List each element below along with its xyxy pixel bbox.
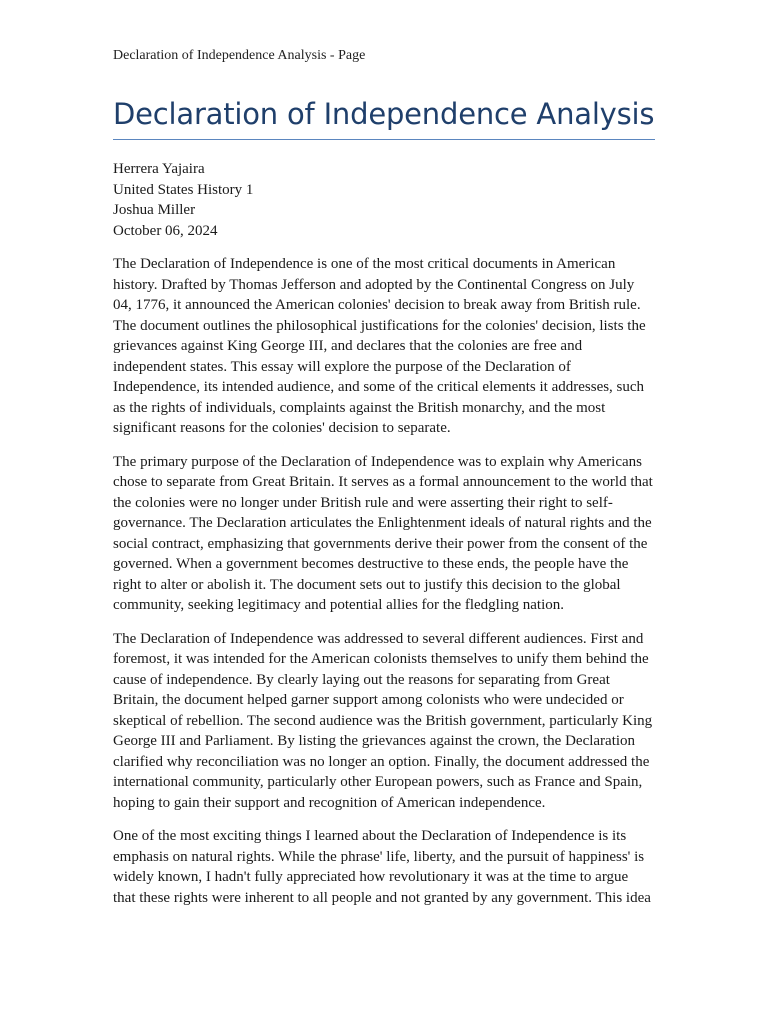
paragraph-line: grievances against King George III, and declares that the colonies are free and — [113, 338, 583, 354]
paragraph-line: The document outlines the philosophical justifications for the colonies' decision, lists the — [113, 317, 646, 334]
document-body — [113, 254, 656, 921]
paragraph-line: Britain, the document helped garner support among colonists who were undecided or — [113, 692, 624, 708]
paragraph-line: international community, particularly other European powers, such as France and Spain, — [113, 774, 643, 790]
paragraph-line: governance. The Declaration articulates the Enlightenment ideals of natural rights and the — [113, 515, 652, 531]
paragraph-line: George III and Parliament. By listing the grievances against the crown, the Declaration — [113, 733, 636, 749]
title-divider — [113, 139, 655, 140]
paragraph-line: governed. When a government becomes destructive to these ends, the people have the — [113, 556, 629, 572]
body-paragraph — [113, 826, 656, 908]
body-paragraph — [113, 452, 656, 616]
paragraph-line: right to alter or abolish it. The document sets out to justify this decision to the global — [113, 576, 621, 593]
document-meta — [113, 159, 253, 241]
paragraph-line: One of the most exciting things I learned about the Declaration of Independence is its — [113, 828, 627, 844]
paragraph-line: the colonies were no longer under British rule and were asserting their right to self- — [113, 494, 613, 511]
paragraph-line: as the rights of individuals, complaints against the British monarchy, and the most — [113, 399, 606, 416]
paragraph-line: that these rights were inherent to all people and not granted by any government. This idea — [113, 889, 651, 906]
paragraph-line: clarified why reconciliation was no longer an option. Finally, the document addressed the — [113, 753, 650, 770]
paragraph-line: Independence, its intended audience, and some of the critical elements it addresses, such — [113, 379, 645, 395]
paragraph-line: hoping to gain their support and recognition of American independence. — [113, 794, 546, 811]
paragraph-line: 04, 1776, it announced the American colonies' decision to break away from British rule. — [113, 297, 641, 313]
paragraph-line: The primary purpose of the Declaration of Independence was to explain why Americans — [113, 453, 642, 470]
body-paragraph — [113, 629, 656, 814]
paragraph-line: social contract, emphasizing that governments derive their power from the consent of the — [113, 535, 648, 552]
course-name: United States History 1 — [113, 181, 254, 198]
paragraph-line: significant reasons for the colonies' decision to separate. — [113, 420, 451, 436]
document-title: Declaration of Independence Analysis — [113, 97, 655, 131]
running-header: Declaration of Independence Analysis - Page — [113, 48, 366, 63]
paragraph-line: emphasis on natural rights. While the phrase' life, liberty, and the pursuit of happiness' is — [113, 848, 645, 865]
paragraph-line: foremost, it was intended for the American colonists themselves to unify them behind the — [113, 651, 649, 667]
paragraph-line: cause of independence. By clearly laying out the reasons for separating from Great — [113, 671, 610, 688]
author-name: Herrera Yajaira — [113, 161, 205, 177]
paragraph-line: community, seeking legitimacy and potential allies for the fledgling nation. — [113, 597, 564, 613]
paragraph-line: chose to separate from Great Britain. It serves as a formal announcement to the world that — [113, 474, 653, 490]
document-date: October 06, 2024 — [113, 222, 218, 239]
paragraph-line: The Declaration of Independence is one of the most critical documents in American — [113, 256, 616, 272]
paragraph-line: The Declaration of Independence was addressed to several different audiences. First and — [113, 630, 644, 647]
paragraph-line: widely known, I hadn't fully appreciated how revolutionary it was at the time to argue — [113, 869, 629, 885]
paragraph-line: history. Drafted by Thomas Jefferson and adopted by the Continental Congress on July — [113, 276, 635, 293]
body-paragraph — [113, 254, 656, 439]
paragraph-line: skeptical of rebellion. The second audience was the British government, particularly King — [113, 712, 653, 729]
paragraph-line: independent states. This essay will explore the purpose of the Declaration of — [113, 358, 571, 375]
instructor-name: Joshua Miller — [113, 202, 196, 219]
